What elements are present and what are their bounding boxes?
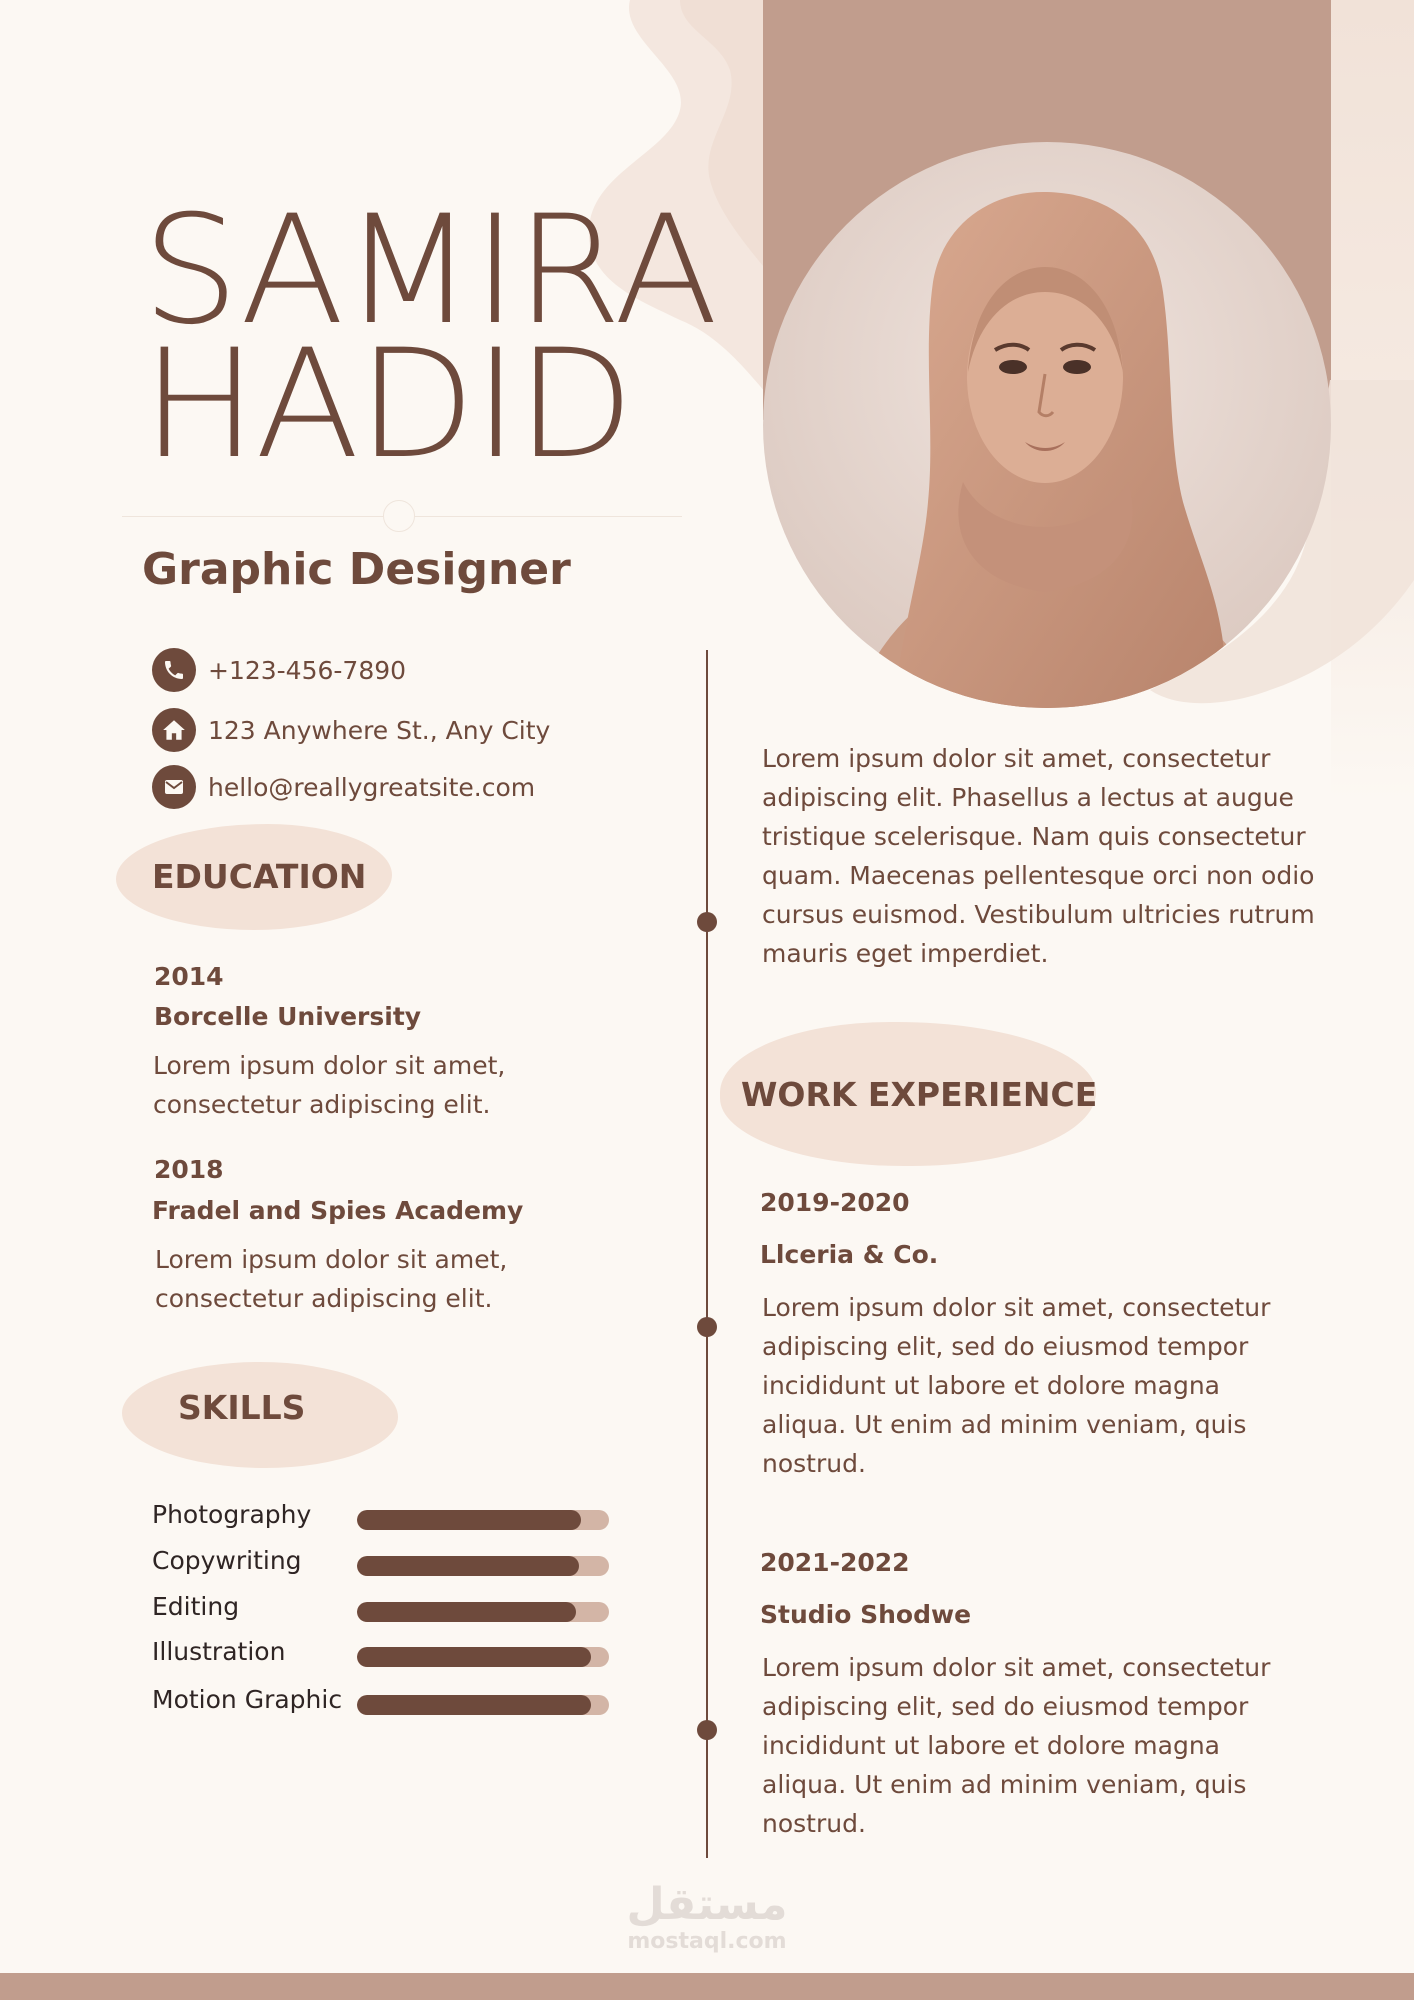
mail-icon xyxy=(152,765,196,809)
work-experience-heading: WORK EXPERIENCE xyxy=(741,1075,1098,1114)
skill-bar-fill xyxy=(357,1695,591,1715)
skill-bar-track xyxy=(357,1602,609,1622)
skill-row xyxy=(152,1633,612,1673)
watermark xyxy=(600,1880,814,1960)
skill-bar-track xyxy=(357,1556,609,1576)
skill-row xyxy=(152,1542,612,1582)
work-description: Lorem ipsum dolor sit amet, consectetur adipiscing elit, sed do eiusmod tempor incididunt ut labore et dolore magna aliqua. Ut enim ad minim veniam, quis nostrud. xyxy=(762,1653,1271,1838)
divider-ornament xyxy=(383,500,415,532)
email-link[interactable]: hello@reallygreatsite.com xyxy=(208,772,536,802)
education-school: Borcelle University xyxy=(154,1002,422,1031)
timeline-dot xyxy=(697,1720,717,1740)
timeline-line xyxy=(706,650,708,1858)
skill-label: Photography xyxy=(152,1500,312,1529)
skill-label: Illustration xyxy=(152,1637,286,1666)
education-school: Fradel and Spies Academy xyxy=(152,1196,524,1225)
skill-bar-track xyxy=(357,1695,609,1715)
skills-heading: SKILLS xyxy=(178,1388,306,1427)
skill-label: Motion Graphic xyxy=(152,1685,343,1714)
work-description: Lorem ipsum dolor sit amet, consectetur adipiscing elit, sed do eiusmod tempor incididunt ut labore et dolore magna aliqua. Ut enim ad minim veniam, quis nostrud. xyxy=(762,1293,1271,1478)
skill-row xyxy=(152,1496,612,1536)
skill-label: Editing xyxy=(152,1592,240,1621)
profile-summary: Lorem ipsum dolor sit amet, consectetur adipiscing elit. Phasellus a lectus at augue tristique scelerisque. Nam quis consectetur quam. Maecenas pellentesque orci non odio cursus euismod. Vestibulum ultricies rutrum mauris eget imperdiet. xyxy=(762,744,1315,968)
work-company: Llceria & Co. xyxy=(760,1240,939,1269)
name-last: HADID xyxy=(142,318,633,492)
name-first: SAMIRA xyxy=(142,184,717,358)
education-heading: EDUCATION xyxy=(152,857,367,896)
footer-band xyxy=(0,1973,1414,2000)
skill-bar-fill xyxy=(357,1556,579,1576)
phone-number: +123-456-7890 xyxy=(208,655,407,685)
skill-row xyxy=(152,1681,612,1721)
address-text: 123 Anywhere St., Any City xyxy=(208,715,551,745)
work-period: 2021-2022 xyxy=(760,1548,910,1577)
contact-phone xyxy=(152,648,406,692)
phone-icon xyxy=(152,648,196,692)
education-description: Lorem ipsum dolor sit amet, consectetur adipiscing elit. xyxy=(155,1245,508,1313)
skill-bar-fill xyxy=(357,1510,581,1530)
skill-bar-track xyxy=(357,1647,609,1667)
watermark-url: mostaql.com xyxy=(627,1929,787,1954)
skill-bar-fill xyxy=(357,1602,576,1622)
education-year: 2014 xyxy=(154,962,224,991)
job-title: Graphic Designer xyxy=(142,544,571,595)
contact-address xyxy=(152,708,550,752)
timeline-dot xyxy=(697,912,717,932)
home-icon xyxy=(152,708,196,752)
contact-email xyxy=(152,765,535,809)
work-company: Studio Shodwe xyxy=(760,1600,972,1629)
skill-row xyxy=(152,1588,612,1628)
timeline-dot xyxy=(697,1317,717,1337)
skill-bar-track xyxy=(357,1510,609,1530)
education-year: 2018 xyxy=(154,1155,224,1184)
watermark-logo-text: مستقل xyxy=(626,1879,788,1930)
skill-label: Copywriting xyxy=(152,1546,302,1575)
skill-bar-fill xyxy=(357,1647,591,1667)
profile-photo xyxy=(763,142,1331,708)
education-description: Lorem ipsum dolor sit amet, consectetur adipiscing elit. xyxy=(153,1051,506,1119)
work-period: 2019-2020 xyxy=(760,1188,910,1217)
